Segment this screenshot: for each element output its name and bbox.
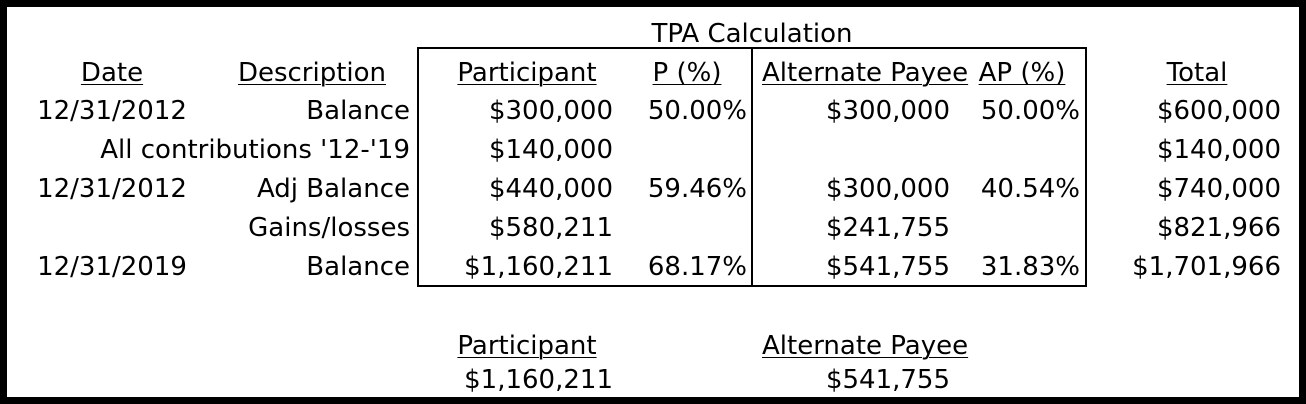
row-total: $1,701,966: [1132, 252, 1281, 282]
row-participant: $440,000: [488, 174, 613, 204]
row-total: $740,000: [1156, 174, 1281, 204]
header-ap-pct: AP (%): [978, 58, 1066, 88]
summary-alternate-payee-label: Alternate Payee: [762, 331, 969, 361]
row-total: $600,000: [1156, 96, 1281, 126]
row-description: Balance: [306, 96, 410, 126]
row-total: $140,000: [1156, 135, 1281, 165]
row-alternate-payee: $300,000: [825, 96, 950, 126]
summary-participant-label: Participant: [457, 331, 597, 361]
row-description: All contributions '12-'19: [100, 135, 410, 165]
row-date: 12/31/2012: [37, 174, 187, 204]
row-participant: $1,160,211: [464, 252, 613, 282]
row-participant: $300,000: [488, 96, 613, 126]
row-participant: $580,211: [488, 213, 613, 243]
row-alternate-payee: $541,755: [825, 252, 950, 282]
header-alternate-payee: Alternate Payee: [762, 58, 969, 88]
row-participant: $140,000: [488, 135, 613, 165]
sheet-title: TPA Calculation: [651, 19, 853, 49]
row-p-pct: 68.17%: [647, 252, 747, 282]
header-total: Total: [1166, 58, 1228, 88]
header-description: Description: [237, 58, 387, 88]
summary-alternate-payee-value: $541,755: [825, 365, 950, 395]
row-description: Gains/losses: [248, 213, 410, 243]
row-alternate-payee: $300,000: [825, 174, 950, 204]
row-date: 12/31/2019: [37, 252, 187, 282]
row-total: $821,966: [1156, 213, 1281, 243]
row-p-pct: 50.00%: [647, 96, 747, 126]
header-p-pct: P (%): [652, 58, 722, 88]
row-alternate-payee: $241,755: [825, 213, 950, 243]
row-date: 12/31/2012: [37, 96, 187, 126]
row-ap-pct: 40.54%: [980, 174, 1080, 204]
summary-participant-value: $1,160,211: [464, 365, 613, 395]
row-ap-pct: 31.83%: [980, 252, 1080, 282]
row-description: Balance: [306, 252, 410, 282]
header-participant: Participant: [457, 58, 597, 88]
row-ap-pct: 50.00%: [980, 96, 1080, 126]
header-date: Date: [80, 58, 144, 88]
row-description: Adj Balance: [256, 174, 410, 204]
row-p-pct: 59.46%: [647, 174, 747, 204]
